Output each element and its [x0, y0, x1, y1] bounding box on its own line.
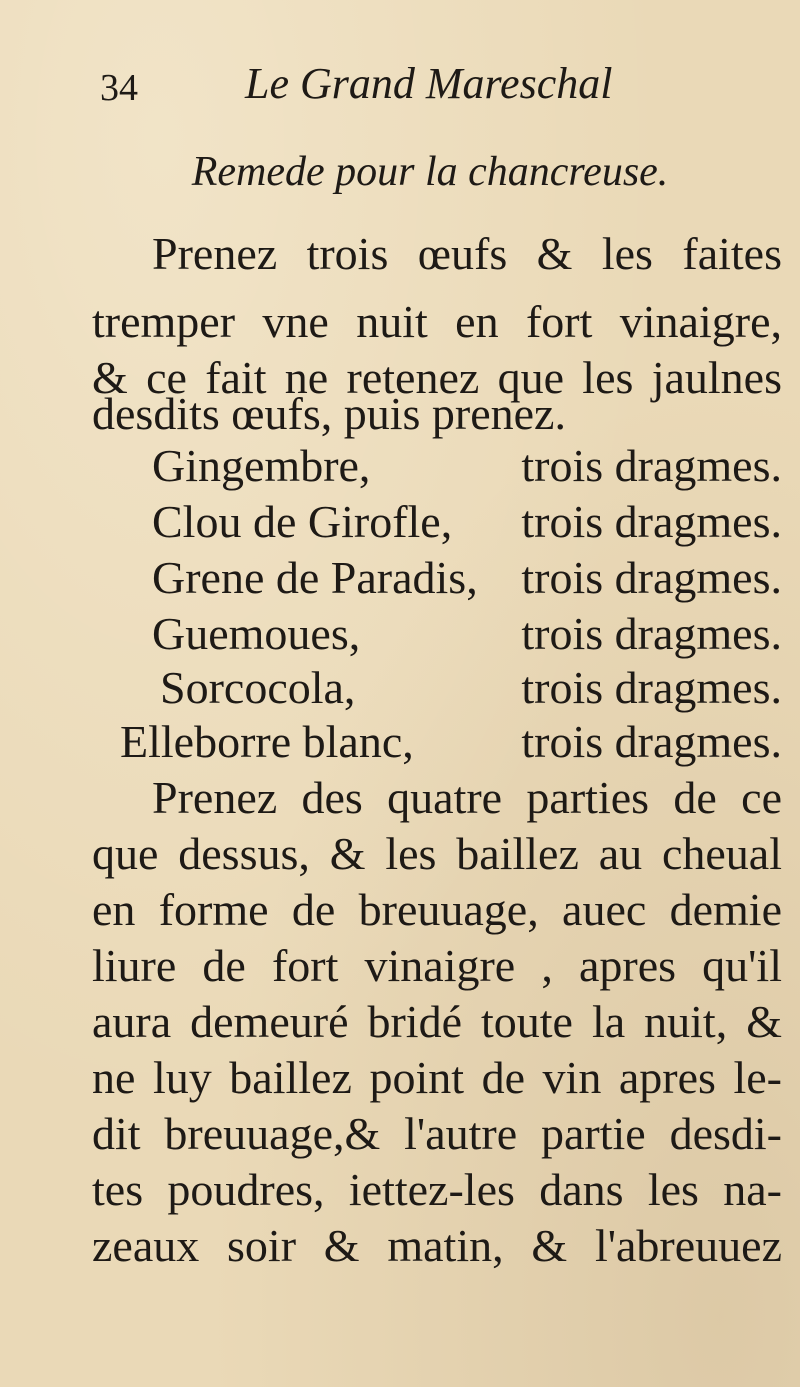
text-line: desdits œufs, puis prenez. — [92, 388, 566, 439]
text-line: que dessus, & les baillez au cheual — [92, 828, 782, 879]
section-heading: Remede pour la chancreuse. — [191, 149, 669, 195]
page-number: 34 — [100, 67, 138, 109]
text-line: zeaux soir & matin, & l'abreuuez — [92, 1220, 782, 1271]
recipe-ingredient: Guemoues, — [152, 608, 361, 659]
recipe-quantity: trois dragmes. — [521, 496, 782, 547]
recipe-quantity: trois dragmes. — [521, 552, 782, 603]
running-title: Le Grand Mareschal — [245, 59, 613, 108]
recipe-row — [152, 492, 782, 552]
recipe-ingredient: Grene de Paradis, — [152, 552, 478, 603]
recipe-quantity: trois dragmes. — [521, 662, 782, 713]
recipe-quantity: trois dragmes. — [521, 716, 782, 767]
recipe-row — [152, 436, 782, 496]
recipe-ingredient: Gingembre, — [152, 440, 371, 491]
text-line: & ce fait ne retenez que les jaulnes — [92, 352, 782, 403]
recipe-ingredient: Elleborre blanc, — [120, 716, 414, 767]
recipe-ingredient: Clou de Girofle, — [152, 496, 453, 547]
recipe-quantity: trois dragmes. — [521, 608, 782, 659]
text-line: Prenez des quatre parties de ce — [152, 772, 782, 823]
recipe-row — [152, 658, 782, 718]
running-header — [100, 58, 700, 118]
text-line: tremper vne nuit en fort vinaigre, — [92, 296, 782, 347]
text-line: en forme de breuuage, auec demie — [92, 884, 782, 935]
text-line: tes poudres, iettez-les dans les na- — [92, 1164, 782, 1215]
recipe-row — [152, 548, 782, 608]
text-line: aura demeuré bridé toute la nuit, & — [92, 996, 782, 1047]
text-line: Prenez trois œufs & les faites — [152, 228, 782, 279]
recipe-row — [152, 604, 782, 664]
text-line: liure de fort vinaigre , apres qu'il — [92, 940, 782, 991]
recipe-quantity: trois dragmes. — [521, 440, 782, 491]
recipe-ingredient: Sorcocola, — [160, 662, 356, 713]
recipe-row — [120, 712, 782, 772]
text-line: dit breuuage,& l'autre partie desdi- — [92, 1108, 782, 1159]
text-line: ne luy baillez point de vin apres le- — [92, 1052, 782, 1103]
